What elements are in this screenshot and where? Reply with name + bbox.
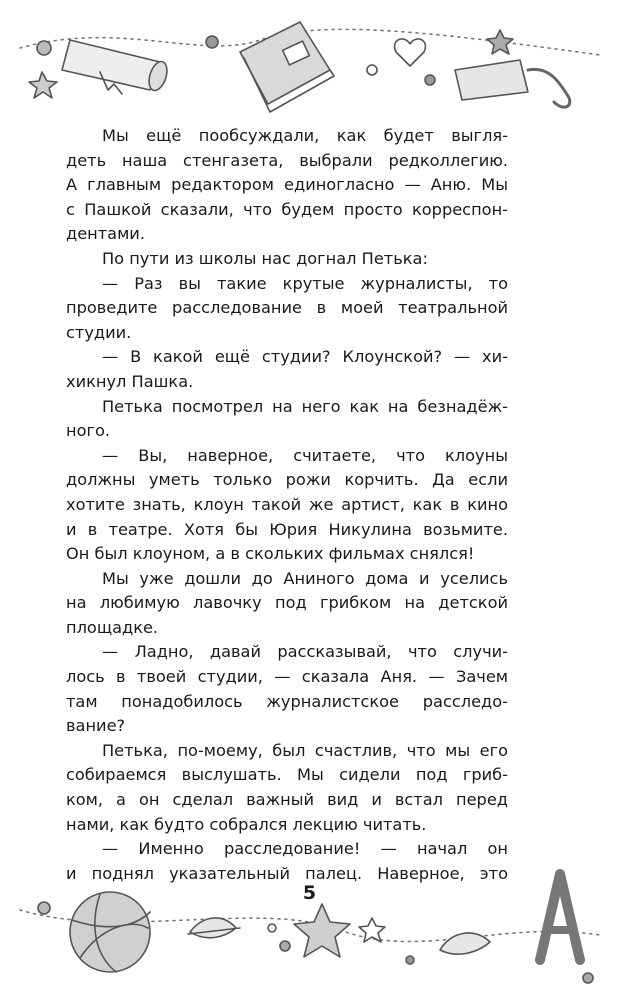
page-number: 5 [302, 882, 317, 904]
dot-icon [583, 973, 593, 983]
heart-icon [395, 39, 426, 66]
text-line: дентами. [66, 224, 145, 244]
text-line: — Именно расследование! — начал он [102, 839, 508, 859]
text-line: — Раз вы такие крутые журналисты, то [102, 273, 508, 293]
star-icon [294, 904, 350, 957]
text-line: нами, как будто собрался лекцию читать. [66, 814, 427, 834]
text-line: — Ладно, давай рассказывай, что случи- [102, 642, 508, 662]
text-line: и поднял указательный палец. Наверное, это [66, 863, 508, 883]
text-line: По пути из школы нас догнал Петька: [102, 248, 428, 268]
leaf-icon [440, 933, 490, 954]
bottom-decoration [0, 860, 619, 1000]
star-icon [29, 72, 57, 98]
leaf-icon [188, 918, 240, 938]
text-line: Он был клоуном, а в скольких фильмах снялся! [66, 544, 475, 564]
top-decoration [0, 0, 619, 120]
text-line: Мы уже дошли до Аниного дома и уселись [102, 568, 508, 588]
text-line: и в театре. Хотя бы Юрия Никулина возьмите. [66, 519, 508, 539]
dot-icon [425, 75, 435, 85]
text-line: должны уметь только рожи корчить. Да если [66, 470, 508, 490]
text-line: с Пашкой сказали, что будем просто корреспон- [66, 199, 508, 219]
text-line: деть наша стенгазета, выбрали редколлегию. [66, 150, 508, 170]
text-line: — Вы, наверное, считаете, что клоуны [102, 445, 508, 465]
paint-tube-icon [455, 60, 570, 107]
book-icon [240, 22, 334, 112]
text-line: студии. [66, 322, 132, 342]
text-line: ком, а он сделал важный вид и встал перед [66, 790, 508, 810]
dot-icon [367, 65, 377, 75]
page-text [66, 124, 508, 886]
dot-icon [268, 924, 276, 932]
text-line: лось в твоей студии, — сказала Аня. — Зачем [66, 667, 508, 687]
scroll-icon [62, 40, 170, 94]
text-line: Петька посмотрел на него как на безнадёж- [102, 396, 508, 416]
text-line: Петька, по-моему, был счастлив, что мы его [102, 740, 508, 760]
text-line: площадке. [66, 617, 159, 637]
ball-icon [37, 41, 51, 55]
text-line: хотите знать, клоун такой же артист, как в кино [66, 494, 508, 514]
text-line: там понадобилось журналистское расследо- [66, 691, 508, 711]
text-line: хикнул Пашка. [66, 371, 194, 391]
text-line: проведите расследование в моей театральной [66, 298, 508, 318]
dot-icon [206, 36, 218, 48]
star-icon [487, 30, 513, 54]
text-line: — В какой ещё студии? Клоунской? — хи- [102, 347, 508, 367]
text-line: Мы ещё пообсуждали, как будет выгля- [102, 126, 508, 145]
text-line: вание? [66, 716, 126, 736]
ball-icon [70, 892, 150, 972]
star-icon [359, 918, 385, 942]
text-line: на любимую лавочку под грибком на детской [66, 593, 508, 613]
dot-icon [280, 941, 290, 951]
dot-icon [406, 956, 414, 964]
text-line: А главным редактором единогласно — Аню. Мы [66, 175, 508, 195]
text-line: собираемся выслушать. Мы сидели под гриб- [66, 765, 508, 785]
text-line: ного. [66, 421, 111, 441]
